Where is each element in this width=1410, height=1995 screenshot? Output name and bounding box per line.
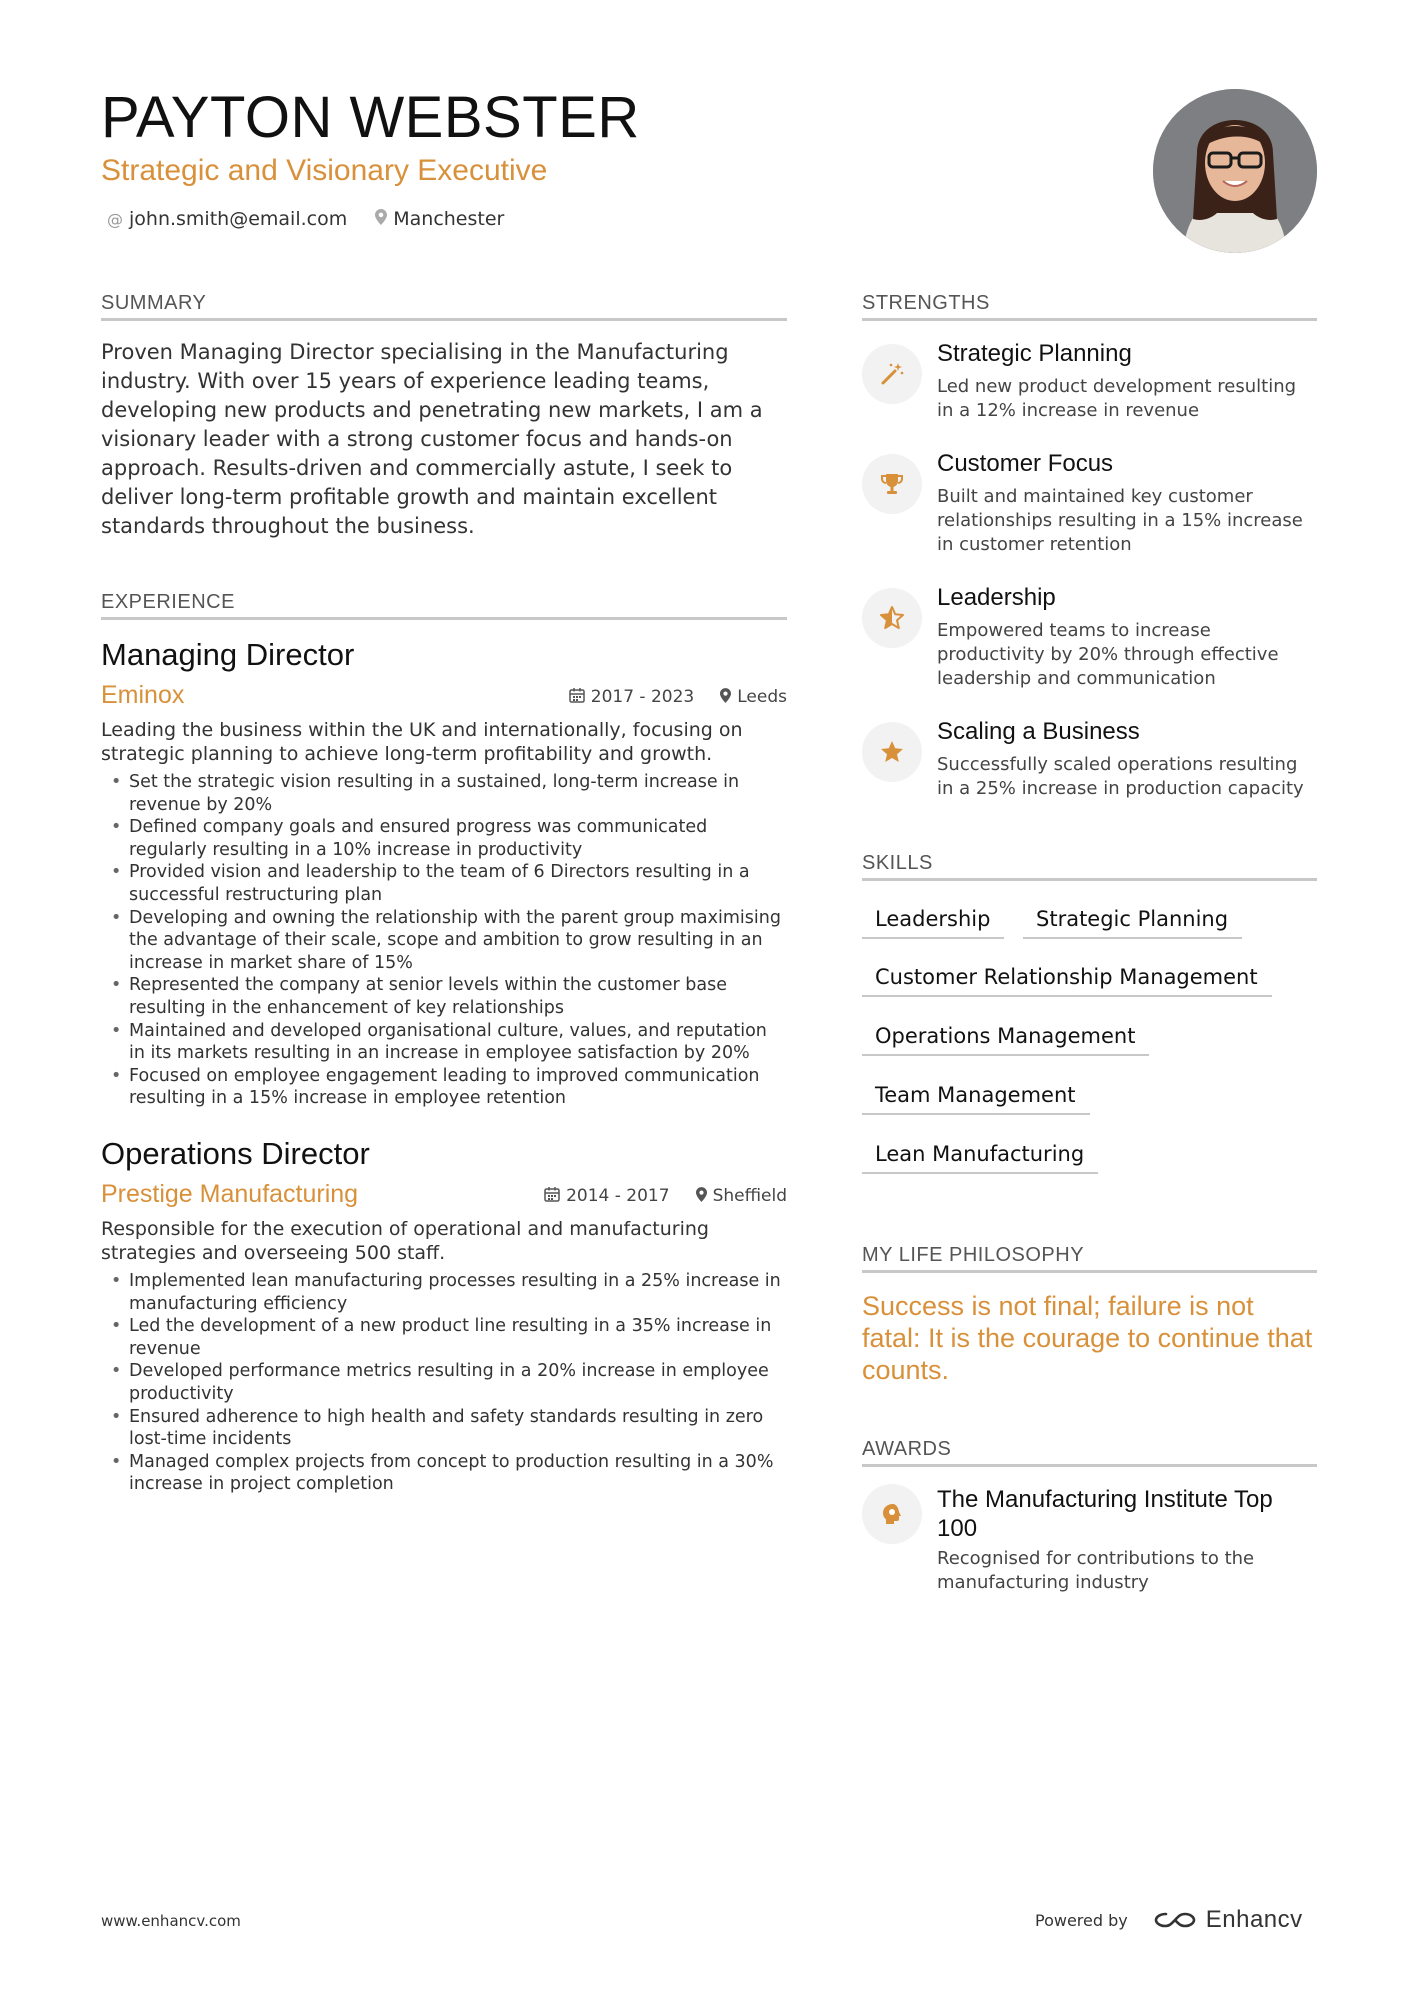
list-item: • Defined company goals and ensured progress was communicated regularly resulting in a 10% increase in productivity <box>101 816 787 861</box>
job-dates-text: 2014 - 2017 <box>566 1186 670 1206</box>
list-item: • Led the development of a new product line resulting in a 35% increase in revenue <box>101 1315 787 1360</box>
half-star-icon <box>862 588 922 648</box>
skill-tag: Strategic Planning <box>1023 907 1242 939</box>
awards-heading: AWARDS <box>862 1438 1317 1467</box>
job-title: Operations Director <box>101 1136 370 1171</box>
list-item: • Set the strategic vision resulting in a sustained, long-term increase in revenue by 20% <box>101 771 787 816</box>
list-item: • Developed performance metrics resulting in a 20% increase in employee productivity <box>101 1360 787 1405</box>
company-name: Prestige Manufacturing <box>101 1180 359 1208</box>
job-dates <box>544 1186 669 1206</box>
summary-text: Proven Managing Director specialising in the Manufacturing industry. With over 15 years of experience leading teams, developing new products and penetrating new markets, I am a visionary leader with a strong customer focus and hands-on approach. Results-driven and commercially astute, I seek to deliver long-term profitable growth and maintain excellent standards throughout the business. <box>101 340 763 538</box>
skill-tag: Customer Relationship Management <box>862 965 1272 997</box>
location-pin-icon <box>720 688 731 707</box>
magic-wand-icon <box>862 344 922 404</box>
strength-description: Led new product development resulting in a 12% increase in revenue <box>937 376 1297 421</box>
list-item: • Provided vision and leadership to the team of 6 Directors resulting in a successful restructuring plan <box>101 861 787 906</box>
job-description: Leading the business within the UK and internationally, focusing on strategic planning to achieve long-term profitability and growth. <box>101 719 743 765</box>
brand-logo[interactable] <box>1152 1906 1303 1934</box>
job-bullets <box>101 771 787 1110</box>
skill-tag: Lean Manufacturing <box>862 1142 1098 1174</box>
strength-title: Leadership <box>937 584 1056 611</box>
job-description: Responsible for the execution of operational and manufacturing strategies and overseeing 500 staff. <box>101 1218 709 1264</box>
job-location <box>720 687 787 707</box>
at-icon: @ <box>107 209 123 229</box>
job-meta <box>569 687 787 707</box>
strengths-heading: STRENGTHS <box>862 292 1317 321</box>
skills-heading: SKILLS <box>862 852 1317 881</box>
company-name: Eminox <box>101 681 185 709</box>
strength-description: Built and maintained key customer relationships resulting in a 15% increase in customer retention <box>937 486 1303 555</box>
list-item: • Developing and owning the relationship with the parent group maximising the advantage of their scale, scope and ambition to grow resulting in an increase in market share of 15% <box>101 907 787 975</box>
job-location-text: Sheffield <box>712 1186 787 1206</box>
contact-row <box>107 208 504 230</box>
location-pin-icon <box>375 209 387 229</box>
job-bullets <box>101 1270 787 1496</box>
enhancv-logo-icon <box>1152 1909 1198 1931</box>
trophy-icon <box>862 454 922 514</box>
candidate-title: Strategic and Visionary Executive <box>101 154 548 187</box>
list-item: • Implemented lean manufacturing processes resulting in a 25% increase in manufacturing efficiency <box>101 1270 787 1315</box>
list-item: • Represented the company at senior levels within the customer base resulting in the enhancement of key relationships <box>101 974 787 1019</box>
location-pin-icon <box>696 1187 707 1206</box>
strength-title: Scaling a Business <box>937 718 1140 745</box>
job-location <box>696 1186 787 1206</box>
email-item[interactable] <box>107 208 347 230</box>
skill-tag: Leadership <box>862 907 1004 939</box>
strength-description: Successfully scaled operations resulting in a 25% increase in production capacity <box>937 754 1304 799</box>
strength-title: Customer Focus <box>937 450 1114 477</box>
job-meta <box>544 1186 787 1206</box>
powered-by-text: Powered by <box>1035 1910 1128 1930</box>
footer-website[interactable]: www.enhancv.com <box>101 1912 241 1930</box>
list-item: • Ensured adherence to high health and safety standards resulting in zero lost-time incidents <box>101 1406 787 1451</box>
summary-heading: SUMMARY <box>101 292 787 321</box>
strength-description: Empowered teams to increase productivity by 20% through effective leadership and communication <box>937 620 1279 689</box>
calendar-icon <box>544 1186 560 1206</box>
skill-tag: Operations Management <box>862 1024 1149 1056</box>
job-location-text: Leeds <box>737 687 787 707</box>
star-icon <box>862 722 922 782</box>
skill-tag: Team Management <box>862 1083 1090 1115</box>
philosophy-heading: MY LIFE PHILOSOPHY <box>862 1244 1317 1273</box>
list-item: • Maintained and developed organisational culture, values, and reputation in its markets resulting in an increase in employee satisfaction by 20% <box>101 1020 787 1065</box>
job-dates <box>569 687 694 707</box>
footer-branding <box>1035 1906 1303 1934</box>
job-dates-text: 2017 - 2023 <box>590 687 695 707</box>
job-title: Managing Director <box>101 637 355 672</box>
candidate-name: PAYTON WEBSTER <box>101 85 640 150</box>
calendar-icon <box>569 687 585 707</box>
award-description: Recognised for contributions to the manufacturing industry <box>937 1548 1255 1593</box>
list-item: • Focused on employee engagement leading to improved communication resulting in a 15% increase in employee retention <box>101 1065 787 1110</box>
list-item: • Managed complex projects from concept to production resulting in a 30% increase in project completion <box>101 1451 787 1496</box>
location-text: Manchester <box>393 208 505 230</box>
avatar <box>1153 89 1317 253</box>
email-text: john.smith@email.com <box>129 208 348 230</box>
head-idea-icon <box>862 1484 922 1544</box>
philosophy-quote: Success is not final; failure is not fatal: It is the courage to continue that counts. <box>862 1291 1313 1385</box>
location-item <box>375 208 504 230</box>
brand-name: Enhancv <box>1205 1906 1303 1933</box>
award-title: The Manufacturing Institute Top 100 <box>937 1486 1273 1542</box>
experience-heading: EXPERIENCE <box>101 591 787 620</box>
strength-title: Strategic Planning <box>937 340 1132 367</box>
